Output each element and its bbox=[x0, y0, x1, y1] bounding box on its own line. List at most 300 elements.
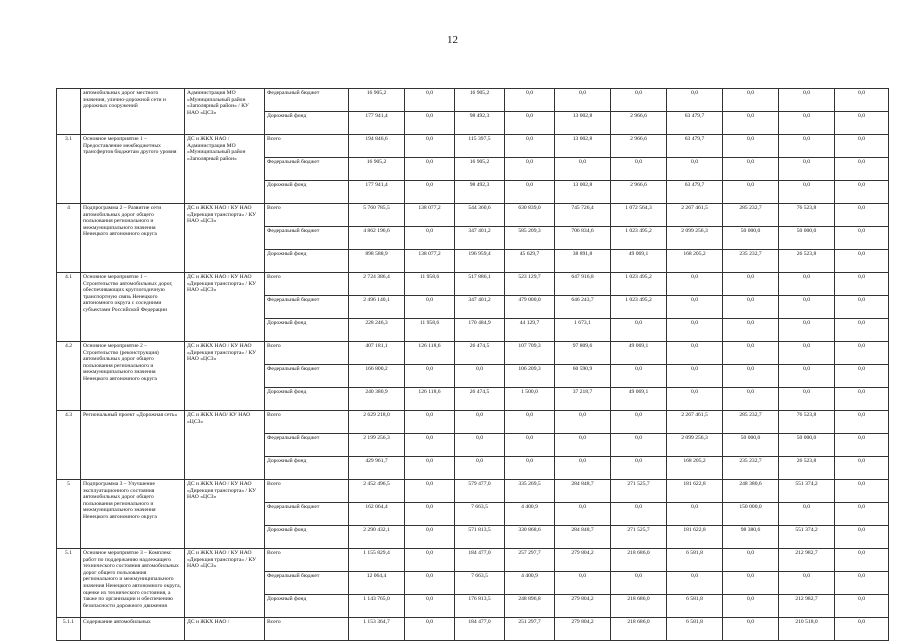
row-name: Основное мероприятие 3 – Комплекс работ по поддержанию надлежащего технического состояния автомобильных дорог общего пользования регионального и межмуниципального значения Ненецкого автономного округа, оценке их технического состояния, а также по организации и обеспечению безопасности дорожного движения bbox=[81, 549, 185, 618]
amount-cell: 0,0 bbox=[835, 503, 889, 526]
amount-cell: 0,0 bbox=[405, 296, 455, 319]
amount-cell: 279 804,2 bbox=[555, 618, 611, 641]
amount-cell: 1 023 495,2 bbox=[611, 296, 667, 319]
funding-source: Всего bbox=[265, 411, 349, 434]
row-executor: ДС и ЖКХ НАО / КУ НАО «Дирекция транспорта» / КУ НАО «ЦСЗ» bbox=[185, 480, 265, 549]
amount-cell: 0,0 bbox=[835, 411, 889, 434]
amount-cell: 49 069,1 bbox=[611, 388, 667, 411]
amount-cell: 0,0 bbox=[723, 572, 779, 595]
amount-cell: 0,0 bbox=[505, 89, 555, 112]
amount-cell: 0,0 bbox=[405, 181, 455, 204]
amount-cell: 0,0 bbox=[835, 204, 889, 227]
amount-cell: 4 400,9 bbox=[505, 572, 555, 595]
amount-cell: 248 896,8 bbox=[505, 595, 555, 618]
amount-cell: 0,0 bbox=[405, 158, 455, 181]
amount-cell: 0,0 bbox=[835, 526, 889, 549]
amount-cell: 647 916,8 bbox=[555, 273, 611, 296]
amount-cell: 271 525,7 bbox=[611, 526, 667, 549]
amount-cell: 523 129,7 bbox=[505, 273, 555, 296]
amount-cell: 0,0 bbox=[667, 89, 723, 112]
funding-source: Всего bbox=[265, 549, 349, 572]
amount-cell: 181 622,8 bbox=[667, 480, 723, 503]
table-row bbox=[57, 273, 889, 296]
amount-cell: 285 232,7 bbox=[723, 204, 779, 227]
amount-cell: 347 401,2 bbox=[455, 296, 505, 319]
amount-cell: 0,0 bbox=[779, 112, 835, 135]
amount-cell: 184 477,0 bbox=[455, 549, 505, 572]
amount-cell: 0,0 bbox=[555, 411, 611, 434]
amount-cell: 162 064,4 bbox=[349, 503, 405, 526]
amount-cell: 177 941,4 bbox=[349, 112, 405, 135]
amount-cell: 0,0 bbox=[835, 457, 889, 480]
amount-cell: 11 958,6 bbox=[405, 273, 455, 296]
amount-cell: 0,0 bbox=[779, 503, 835, 526]
amount-cell: 0,0 bbox=[611, 158, 667, 181]
amount-cell: 0,0 bbox=[505, 411, 555, 434]
amount-cell: 235 232,7 bbox=[723, 250, 779, 273]
row-executor: ДС и ЖКХ НАО / bbox=[185, 618, 265, 641]
amount-cell: 0,0 bbox=[505, 158, 555, 181]
amount-cell: 2 452 496,5 bbox=[349, 480, 405, 503]
amount-cell: 5 760 785,5 bbox=[349, 204, 405, 227]
amount-cell: 38 891,8 bbox=[555, 250, 611, 273]
amount-cell: 0,0 bbox=[455, 434, 505, 457]
amount-cell: 0,0 bbox=[779, 319, 835, 342]
amount-cell: 0,0 bbox=[405, 595, 455, 618]
amount-cell: 0,0 bbox=[835, 480, 889, 503]
funding-source: Дорожный фонд bbox=[265, 250, 349, 273]
funding-source: Дорожный фонд bbox=[265, 112, 349, 135]
amount-cell: 106 209,3 bbox=[505, 365, 555, 388]
amount-cell: 0,0 bbox=[723, 342, 779, 365]
amount-cell: 706 834,6 bbox=[555, 227, 611, 250]
amount-cell: 0,0 bbox=[405, 503, 455, 526]
funding-source: Федеральный бюджет bbox=[265, 503, 349, 526]
row-name: Содержание автомобильных bbox=[81, 618, 185, 641]
amount-cell: 0,0 bbox=[405, 434, 455, 457]
amount-cell: 212 982,7 bbox=[779, 549, 835, 572]
amount-cell: 240 380,9 bbox=[349, 388, 405, 411]
funding-source: Дорожный фонд bbox=[265, 319, 349, 342]
amount-cell: 271 525,7 bbox=[611, 480, 667, 503]
amount-cell: 0,0 bbox=[835, 549, 889, 572]
amount-cell: 0,0 bbox=[723, 158, 779, 181]
row-code bbox=[57, 89, 81, 135]
amount-cell: 2 099 256,3 bbox=[667, 227, 723, 250]
amount-cell: 6 581,8 bbox=[667, 549, 723, 572]
amount-cell: 107 709,3 bbox=[505, 342, 555, 365]
amount-cell: 235 232,7 bbox=[723, 457, 779, 480]
amount-cell: 0,0 bbox=[835, 273, 889, 296]
amount-cell: 0,0 bbox=[505, 457, 555, 480]
amount-cell: 138 077,2 bbox=[405, 250, 455, 273]
amount-cell: 0,0 bbox=[405, 480, 455, 503]
amount-cell: 0,0 bbox=[835, 112, 889, 135]
amount-cell: 571 813,5 bbox=[455, 526, 505, 549]
budget-table bbox=[56, 88, 889, 641]
amount-cell: 218 686,0 bbox=[611, 549, 667, 572]
amount-cell: 279 804,2 bbox=[555, 595, 611, 618]
amount-cell: 0,0 bbox=[723, 296, 779, 319]
amount-cell: 0,0 bbox=[779, 135, 835, 158]
funding-source: Всего bbox=[265, 135, 349, 158]
amount-cell: 0,0 bbox=[455, 457, 505, 480]
funding-source: Всего bbox=[265, 618, 349, 641]
amount-cell: 2 966,6 bbox=[611, 181, 667, 204]
table-row bbox=[57, 135, 889, 158]
amount-cell: 13 002,8 bbox=[555, 135, 611, 158]
row-code: 5 bbox=[57, 480, 81, 549]
amount-cell: 0,0 bbox=[505, 135, 555, 158]
amount-cell: 126 118,6 bbox=[405, 388, 455, 411]
amount-cell: 2 496 140,1 bbox=[349, 296, 405, 319]
amount-cell: 1 153 364,7 bbox=[349, 618, 405, 641]
amount-cell: 0,0 bbox=[667, 158, 723, 181]
amount-cell: 0,0 bbox=[779, 158, 835, 181]
amount-cell: 0,0 bbox=[779, 181, 835, 204]
amount-cell: 228 246,3 bbox=[349, 319, 405, 342]
amount-cell: 210 518,0 bbox=[779, 618, 835, 641]
table-row bbox=[57, 618, 889, 641]
amount-cell: 50 000,0 bbox=[723, 434, 779, 457]
amount-cell: 0,0 bbox=[611, 89, 667, 112]
amount-cell: 0,0 bbox=[835, 250, 889, 273]
amount-cell: 168 205,2 bbox=[667, 250, 723, 273]
funding-source: Дорожный фонд bbox=[265, 457, 349, 480]
amount-cell: 0,0 bbox=[455, 365, 505, 388]
amount-cell: 126 118,6 bbox=[405, 342, 455, 365]
amount-cell: 166 800,2 bbox=[349, 365, 405, 388]
amount-cell: 251 297,7 bbox=[505, 618, 555, 641]
amount-cell: 97 809,6 bbox=[555, 342, 611, 365]
funding-source: Всего bbox=[265, 204, 349, 227]
amount-cell: 1 143 765,0 bbox=[349, 595, 405, 618]
amount-cell: 0,0 bbox=[835, 595, 889, 618]
amount-cell: 0,0 bbox=[779, 388, 835, 411]
amount-cell: 16 905,2 bbox=[349, 89, 405, 112]
amount-cell: 50 000,0 bbox=[723, 227, 779, 250]
amount-cell: 0,0 bbox=[723, 89, 779, 112]
row-code: 3.1 bbox=[57, 135, 81, 204]
row-code: 4 bbox=[57, 204, 81, 273]
amount-cell: 44 129,7 bbox=[505, 319, 555, 342]
amount-cell: 76 523,8 bbox=[779, 204, 835, 227]
amount-cell: 6 581,8 bbox=[667, 595, 723, 618]
table-row bbox=[57, 549, 889, 572]
amount-cell: 6 581,8 bbox=[667, 618, 723, 641]
amount-cell: 13 002,8 bbox=[555, 181, 611, 204]
amount-cell: 0,0 bbox=[405, 135, 455, 158]
amount-cell: 0,0 bbox=[835, 135, 889, 158]
amount-cell: 196 959,4 bbox=[455, 250, 505, 273]
row-name: Региональный проект «Дорожная сеть» bbox=[81, 411, 185, 480]
amount-cell: 50 000,0 bbox=[779, 227, 835, 250]
amount-cell: 0,0 bbox=[723, 112, 779, 135]
amount-cell: 0,0 bbox=[611, 572, 667, 595]
row-executor: Администрация МО «Муниципальный район «Заполярный район» / КУ НАО «ЦСЗ» bbox=[185, 89, 265, 135]
amount-cell: 13 002,8 bbox=[555, 112, 611, 135]
table-row bbox=[57, 480, 889, 503]
amount-cell: 194 846,6 bbox=[349, 135, 405, 158]
amount-cell: 0,0 bbox=[405, 227, 455, 250]
amount-cell: 0,0 bbox=[835, 388, 889, 411]
amount-cell: 0,0 bbox=[405, 112, 455, 135]
amount-cell: 898 588,9 bbox=[349, 250, 405, 273]
amount-cell: 98 380,6 bbox=[723, 526, 779, 549]
amount-cell: 0,0 bbox=[779, 365, 835, 388]
amount-cell: 0,0 bbox=[667, 342, 723, 365]
row-executor: ДС и ЖКХ НАО / Администрация МО «Муниципальный район «Заполярный район» bbox=[185, 135, 265, 204]
amount-cell: 37 218,7 bbox=[555, 388, 611, 411]
amount-cell: 218 686,0 bbox=[611, 595, 667, 618]
row-executor: ДС и ЖКХ НАО / КУ НАО «Дирекция транспорта» / КУ НАО «ЦСЗ» bbox=[185, 549, 265, 618]
amount-cell: 330 868,6 bbox=[505, 526, 555, 549]
amount-cell: 49 069,1 bbox=[611, 250, 667, 273]
amount-cell: 0,0 bbox=[611, 365, 667, 388]
row-name: автомобильных дорог местного значения, улично-дорожной сети и дорожных сооружений bbox=[81, 89, 185, 135]
funding-source: Федеральный бюджет bbox=[265, 89, 349, 112]
amount-cell: 0,0 bbox=[405, 457, 455, 480]
amount-cell: 0,0 bbox=[555, 89, 611, 112]
row-name: Подпрограмма 2 – Развитие сети автомобильных дорог общего пользования регионального и межмуниципального значения Ненецкого автономного округа bbox=[81, 204, 185, 273]
amount-cell: 517 886,1 bbox=[455, 273, 505, 296]
amount-cell: 0,0 bbox=[555, 434, 611, 457]
amount-cell: 150 000,0 bbox=[723, 503, 779, 526]
table-row bbox=[57, 342, 889, 365]
amount-cell: 26 523,8 bbox=[779, 457, 835, 480]
amount-cell: 0,0 bbox=[835, 181, 889, 204]
amount-cell: 0,0 bbox=[611, 319, 667, 342]
amount-cell: 63 479,7 bbox=[667, 135, 723, 158]
amount-cell: 0,0 bbox=[667, 296, 723, 319]
amount-cell: 0,0 bbox=[835, 296, 889, 319]
funding-source: Федеральный бюджет bbox=[265, 158, 349, 181]
funding-source: Всего bbox=[265, 273, 349, 296]
row-code: 5.1.1 bbox=[57, 618, 81, 641]
amount-cell: 1 023 495,2 bbox=[611, 227, 667, 250]
amount-cell: 0,0 bbox=[405, 526, 455, 549]
amount-cell: 0,0 bbox=[835, 227, 889, 250]
amount-cell: 0,0 bbox=[555, 572, 611, 595]
amount-cell: 26 523,8 bbox=[779, 250, 835, 273]
amount-cell: 248 380,6 bbox=[723, 480, 779, 503]
amount-cell: 0,0 bbox=[835, 365, 889, 388]
amount-cell: 347 401,2 bbox=[455, 227, 505, 250]
amount-cell: 184 477,0 bbox=[455, 618, 505, 641]
amount-cell: 63 479,7 bbox=[667, 181, 723, 204]
amount-cell: 0,0 bbox=[555, 457, 611, 480]
amount-cell: 2 966,6 bbox=[611, 135, 667, 158]
amount-cell: 544 360,6 bbox=[455, 204, 505, 227]
amount-cell: 551 374,2 bbox=[779, 480, 835, 503]
row-name: Основное мероприятие 2 – Строительство (реконструкция) автомобильных дорог общего пользования регионального и межмуниципального значения Ненецкого автономного округа bbox=[81, 342, 185, 411]
amount-cell: 7 663,5 bbox=[455, 572, 505, 595]
row-code: 4.2 bbox=[57, 342, 81, 411]
row-code: 4.1 bbox=[57, 273, 81, 342]
amount-cell: 429 961,7 bbox=[349, 457, 405, 480]
amount-cell: 0,0 bbox=[667, 319, 723, 342]
amount-cell: 1 072 564,3 bbox=[611, 204, 667, 227]
amount-cell: 285 232,7 bbox=[723, 411, 779, 434]
amount-cell: 0,0 bbox=[835, 572, 889, 595]
amount-cell: 1 500,0 bbox=[505, 388, 555, 411]
amount-cell: 168 205,2 bbox=[667, 457, 723, 480]
amount-cell: 646 243,7 bbox=[555, 296, 611, 319]
funding-source: Дорожный фонд bbox=[265, 181, 349, 204]
row-executor: ДС и ЖКХ НАО / КУ НАО «Дирекция транспорта» / КУ НАО «ЦСЗ» bbox=[185, 273, 265, 342]
amount-cell: 0,0 bbox=[835, 434, 889, 457]
amount-cell: 138 077,2 bbox=[405, 204, 455, 227]
amount-cell: 0,0 bbox=[405, 572, 455, 595]
amount-cell: 0,0 bbox=[611, 434, 667, 457]
funding-source: Федеральный бюджет bbox=[265, 365, 349, 388]
amount-cell: 0,0 bbox=[723, 319, 779, 342]
row-name: Основное мероприятие 1 – Предоставление межбюджетных трансфертов бюджетам другого уровня bbox=[81, 135, 185, 204]
amount-cell: 0,0 bbox=[611, 503, 667, 526]
amount-cell: 0,0 bbox=[405, 618, 455, 641]
amount-cell: 0,0 bbox=[505, 112, 555, 135]
amount-cell: 181 622,8 bbox=[667, 526, 723, 549]
amount-cell: 16 905,2 bbox=[455, 158, 505, 181]
amount-cell: 0,0 bbox=[667, 503, 723, 526]
amount-cell: 16 905,2 bbox=[349, 158, 405, 181]
amount-cell: 0,0 bbox=[455, 411, 505, 434]
amount-cell: 2 099 256,3 bbox=[667, 434, 723, 457]
amount-cell: 745 726,4 bbox=[555, 204, 611, 227]
table-row bbox=[57, 89, 889, 112]
amount-cell: 1 673,1 bbox=[555, 319, 611, 342]
amount-cell: 0,0 bbox=[779, 273, 835, 296]
row-executor: ДС и ЖКХ НАО/ КУ НАО «ЦСЗ» bbox=[185, 411, 265, 480]
amount-cell: 0,0 bbox=[779, 572, 835, 595]
amount-cell: 630 839,0 bbox=[505, 204, 555, 227]
amount-cell: 407 181,1 bbox=[349, 342, 405, 365]
amount-cell: 0,0 bbox=[835, 89, 889, 112]
amount-cell: 0,0 bbox=[667, 572, 723, 595]
funding-source: Дорожный фонд bbox=[265, 526, 349, 549]
table-row bbox=[57, 411, 889, 434]
amount-cell: 284 848,7 bbox=[555, 526, 611, 549]
funding-source: Дорожный фонд bbox=[265, 595, 349, 618]
amount-cell: 0,0 bbox=[505, 434, 555, 457]
amount-cell: 63 479,7 bbox=[667, 112, 723, 135]
table-row bbox=[57, 204, 889, 227]
amount-cell: 0,0 bbox=[667, 365, 723, 388]
amount-cell: 4 862 196,6 bbox=[349, 227, 405, 250]
funding-source: Всего bbox=[265, 342, 349, 365]
row-executor: ДС и ЖКХ НАО / КУ НАО «Дирекция транспорта» / КУ НАО «ЦСЗ» bbox=[185, 342, 265, 411]
amount-cell: 0,0 bbox=[405, 365, 455, 388]
amount-cell: 0,0 bbox=[835, 319, 889, 342]
amount-cell: 279 804,2 bbox=[555, 549, 611, 572]
amount-cell: 0,0 bbox=[723, 181, 779, 204]
amount-cell: 177 941,4 bbox=[349, 181, 405, 204]
amount-cell: 1 023 495,2 bbox=[611, 273, 667, 296]
amount-cell: 0,0 bbox=[723, 388, 779, 411]
amount-cell: 115 397,5 bbox=[455, 135, 505, 158]
funding-source: Дорожный фонд bbox=[265, 388, 349, 411]
amount-cell: 0,0 bbox=[723, 135, 779, 158]
amount-cell: 212 982,7 bbox=[779, 595, 835, 618]
row-code: 5.1 bbox=[57, 549, 81, 618]
amount-cell: 2 966,6 bbox=[611, 112, 667, 135]
amount-cell: 0,0 bbox=[723, 595, 779, 618]
funding-source: Федеральный бюджет bbox=[265, 572, 349, 595]
amount-cell: 0,0 bbox=[611, 457, 667, 480]
amount-cell: 0,0 bbox=[835, 618, 889, 641]
funding-source: Всего bbox=[265, 480, 349, 503]
amount-cell: 170 484,9 bbox=[455, 319, 505, 342]
amount-cell: 2 629 218,0 bbox=[349, 411, 405, 434]
amount-cell: 11 958,6 bbox=[405, 319, 455, 342]
amount-cell: 45 629,7 bbox=[505, 250, 555, 273]
amount-cell: 0,0 bbox=[405, 549, 455, 572]
amount-cell: 26 474,5 bbox=[455, 342, 505, 365]
amount-cell: 0,0 bbox=[405, 411, 455, 434]
amount-cell: 0,0 bbox=[667, 273, 723, 296]
amount-cell: 0,0 bbox=[835, 158, 889, 181]
amount-cell: 0,0 bbox=[667, 388, 723, 411]
row-code: 4.3 bbox=[57, 411, 81, 480]
funding-source: Федеральный бюджет bbox=[265, 227, 349, 250]
amount-cell: 2 724 386,4 bbox=[349, 273, 405, 296]
amount-cell: 0,0 bbox=[555, 503, 611, 526]
page-number: 12 bbox=[447, 34, 458, 46]
amount-cell: 98 492,3 bbox=[455, 181, 505, 204]
amount-cell: 0,0 bbox=[405, 89, 455, 112]
amount-cell: 98 492,3 bbox=[455, 112, 505, 135]
amount-cell: 218 686,0 bbox=[611, 618, 667, 641]
amount-cell: 60 590,9 bbox=[555, 365, 611, 388]
amount-cell: 1 155 829,4 bbox=[349, 549, 405, 572]
amount-cell: 16 905,2 bbox=[455, 89, 505, 112]
amount-cell: 2 267 461,5 bbox=[667, 411, 723, 434]
amount-cell: 257 297,7 bbox=[505, 549, 555, 572]
amount-cell: 585 209,3 bbox=[505, 227, 555, 250]
amount-cell: 284 848,7 bbox=[555, 480, 611, 503]
amount-cell: 0,0 bbox=[835, 342, 889, 365]
amount-cell: 12 064,4 bbox=[349, 572, 405, 595]
amount-cell: 176 813,5 bbox=[455, 595, 505, 618]
amount-cell: 0,0 bbox=[723, 549, 779, 572]
amount-cell: 7 663,5 bbox=[455, 503, 505, 526]
amount-cell: 76 523,8 bbox=[779, 411, 835, 434]
amount-cell: 0,0 bbox=[723, 618, 779, 641]
amount-cell: 479 000,0 bbox=[505, 296, 555, 319]
amount-cell: 579 477,0 bbox=[455, 480, 505, 503]
amount-cell: 2 199 256,3 bbox=[349, 434, 405, 457]
amount-cell: 26 474,5 bbox=[455, 388, 505, 411]
amount-cell: 0,0 bbox=[505, 181, 555, 204]
amount-cell: 0,0 bbox=[779, 342, 835, 365]
amount-cell: 2 290 432,1 bbox=[349, 526, 405, 549]
amount-cell: 2 267 461,5 bbox=[667, 204, 723, 227]
row-name: Подпрограмма 3 – Улучшение эксплуатационного состояния автомобильных дорог общего пользования регионального и межмуниципального значения Ненецкого автономного округа bbox=[81, 480, 185, 549]
row-executor: ДС и ЖКХ НАО / КУ НАО «Дирекция транспорта» / КУ НАО «ЦСЗ» bbox=[185, 204, 265, 273]
amount-cell: 0,0 bbox=[611, 411, 667, 434]
amount-cell: 0,0 bbox=[779, 89, 835, 112]
amount-cell: 49 069,1 bbox=[611, 342, 667, 365]
amount-cell: 50 000,0 bbox=[779, 434, 835, 457]
amount-cell: 0,0 bbox=[723, 365, 779, 388]
amount-cell: 335 269,5 bbox=[505, 480, 555, 503]
amount-cell: 551 374,2 bbox=[779, 526, 835, 549]
amount-cell: 0,0 bbox=[779, 296, 835, 319]
funding-source: Федеральный бюджет bbox=[265, 434, 349, 457]
amount-cell: 4 400,9 bbox=[505, 503, 555, 526]
amount-cell: 0,0 bbox=[723, 273, 779, 296]
amount-cell: 0,0 bbox=[555, 158, 611, 181]
